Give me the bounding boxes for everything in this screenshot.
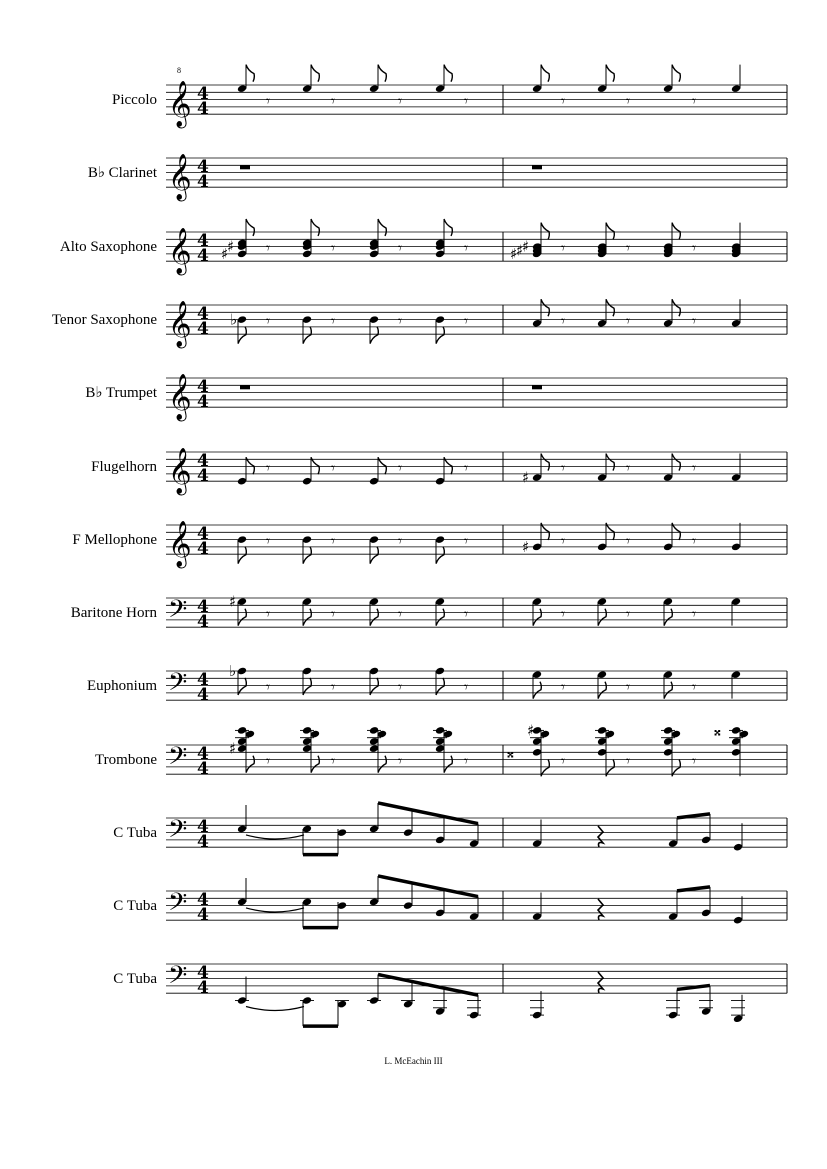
note-flag	[598, 609, 606, 626]
note-flag	[606, 759, 614, 776]
note-flag	[303, 609, 311, 626]
time-signature-numerator: 4	[197, 817, 209, 837]
sharp-icon: ♯	[522, 237, 530, 256]
staff-notes	[229, 721, 749, 776]
eighth-rest-icon: 𝄾	[561, 752, 565, 770]
eighth-rest-icon: 𝄾	[626, 312, 630, 330]
sharp-icon: ♯	[522, 537, 530, 556]
eighth-rest-icon: 𝄾	[331, 532, 335, 550]
time-signature-denominator: 4	[197, 99, 209, 119]
eighth-rest-icon: 𝄾	[561, 532, 565, 550]
bass-clef-icon: 𝄢	[168, 668, 188, 703]
staff-notes	[230, 299, 741, 343]
eighth-rest-icon: 𝄾	[692, 752, 696, 770]
treble-clef-icon: 𝄞	[168, 154, 192, 200]
note-flag	[436, 678, 444, 695]
staff-notes	[240, 165, 542, 169]
note-flag	[541, 759, 549, 776]
time-signature-numerator: 4	[197, 670, 209, 690]
eighth-rest-icon: 𝄾	[464, 459, 468, 477]
note-flag	[246, 457, 254, 474]
eighth-rest-icon: 𝄾	[626, 678, 630, 696]
eighth-rest-icon: 𝄾	[398, 752, 402, 770]
instrument-label: Flugelhorn	[91, 459, 157, 475]
time-signature-denominator: 4	[197, 539, 209, 559]
note-flag	[606, 523, 614, 540]
staff	[166, 961, 787, 998]
eighth-rest-icon: 𝄾	[464, 92, 468, 110]
note-flag	[378, 65, 386, 82]
tie	[246, 1007, 304, 1011]
note-flag	[303, 678, 311, 695]
eighth-rest-icon: 𝄾	[626, 239, 630, 257]
tie	[246, 908, 304, 912]
staff	[166, 815, 787, 852]
treble-clef-icon: 𝄞	[168, 228, 192, 274]
eighth-rest-icon: 𝄾	[266, 92, 270, 110]
time-signature-denominator: 4	[197, 172, 209, 192]
eighth-rest-icon: 𝄾	[626, 605, 630, 623]
bass-clef-icon: 𝄢	[168, 888, 188, 923]
time-signature-denominator: 4	[197, 905, 209, 925]
time-signature-denominator: 4	[197, 466, 209, 486]
note-flag	[541, 523, 549, 540]
eighth-rest-icon: 𝄾	[266, 312, 270, 330]
eighth-rest-icon: 𝄾	[266, 459, 270, 477]
note-flag	[664, 609, 672, 626]
eighth-rest-icon: 𝄾	[266, 605, 270, 623]
instrument-label: Alto Saxophone	[59, 239, 157, 255]
treble-clef-icon: 𝄞	[168, 521, 192, 567]
time-signature-denominator: 4	[197, 392, 209, 412]
note-flag	[238, 678, 246, 695]
eighth-rest-icon: 𝄾	[331, 459, 335, 477]
bass-clef-icon: 𝄢	[168, 595, 188, 630]
instrument-label: F Mellophone	[72, 532, 157, 548]
instrument-label: C Tuba	[113, 898, 157, 914]
staff-notes	[221, 219, 741, 263]
beam	[677, 887, 710, 891]
treble-clef-icon: 𝄞	[168, 374, 192, 420]
note-flag	[444, 756, 452, 773]
eighth-rest-icon: 𝄾	[626, 92, 630, 110]
eighth-rest-icon: 𝄾	[561, 459, 565, 477]
eighth-rest-icon: 𝄾	[561, 239, 565, 257]
instrument-label: Baritone Horn	[70, 605, 157, 621]
staff-notes	[237, 523, 741, 564]
time-signature-numerator: 4	[197, 84, 209, 104]
bass-clef-icon: 𝄢	[168, 742, 188, 777]
note-flag	[672, 523, 680, 540]
staff	[166, 374, 787, 422]
time-signature-numerator: 4	[197, 963, 209, 983]
note-flag	[238, 547, 246, 564]
eighth-rest-icon: 𝄾	[561, 605, 565, 623]
note-flag	[541, 454, 549, 471]
sharp-icon: ♯	[522, 468, 530, 487]
eighth-rest-icon: 𝄾	[626, 752, 630, 770]
note-flag	[378, 219, 386, 236]
whole-rest	[240, 165, 250, 169]
eighth-rest-icon: 𝄾	[266, 752, 270, 770]
eighth-rest-icon: 𝄾	[331, 752, 335, 770]
treble-clef-icon: 𝄞	[168, 81, 192, 127]
whole-rest	[240, 385, 250, 389]
eighth-rest-icon: 𝄾	[464, 605, 468, 623]
eighth-rest-icon: 𝄾	[398, 92, 402, 110]
eighth-rest-icon: 𝄾	[692, 605, 696, 623]
beam	[378, 975, 478, 996]
note-flag	[436, 327, 444, 344]
eighth-rest-icon: 𝄾	[331, 312, 335, 330]
beam	[677, 814, 710, 818]
eighth-rest-icon: 𝄾	[464, 678, 468, 696]
quarter-rest	[598, 972, 603, 993]
instrument-label: C Tuba	[113, 971, 157, 987]
sharp-icon: ♯	[516, 241, 524, 260]
note-flag	[238, 327, 246, 344]
sharp-icon: ♯	[229, 592, 237, 611]
note-flag	[444, 65, 452, 82]
sharp-icon: ♯	[221, 244, 229, 263]
staff	[166, 888, 787, 925]
time-signature-numerator: 4	[197, 890, 209, 910]
beam	[378, 803, 478, 824]
eighth-rest-icon: 𝄾	[692, 459, 696, 477]
eighth-rest-icon: 𝄾	[464, 239, 468, 257]
quarter-rest	[598, 899, 603, 920]
note-flag	[436, 547, 444, 564]
eighth-rest-icon: 𝄾	[398, 532, 402, 550]
note-flag	[606, 454, 614, 471]
time-signature-denominator: 4	[197, 319, 209, 339]
time-signature-denominator: 4	[197, 832, 209, 852]
note-flag	[311, 457, 319, 474]
time-signature-numerator: 4	[197, 451, 209, 471]
eighth-rest-icon: 𝄾	[692, 312, 696, 330]
treble-clef-icon: 𝄞	[168, 448, 192, 494]
eighth-rest-icon: 𝄾	[464, 312, 468, 330]
eighth-rest-icon: 𝄾	[398, 678, 402, 696]
instrument-labels	[52, 92, 158, 987]
note-flag	[533, 609, 541, 626]
eighth-rest-icon: 𝄾	[561, 678, 565, 696]
eighth-rest-icon: 𝄾	[626, 532, 630, 550]
eighth-rest-icon: 𝄾	[331, 239, 335, 257]
eighth-rest-icon: 𝄾	[464, 532, 468, 550]
instrument-label: C Tuba	[113, 825, 157, 841]
quarter-rest	[598, 826, 603, 847]
note-flag	[246, 65, 254, 82]
eighth-rest-icon: 𝄾	[464, 752, 468, 770]
staff-notes	[240, 385, 542, 389]
note-flag	[303, 327, 311, 344]
note-flag	[378, 756, 386, 773]
note-flag	[664, 682, 672, 699]
time-signature-numerator: 4	[197, 377, 209, 397]
instrument-label: B♭ Trumpet	[85, 385, 157, 401]
sharp-icon: ♯	[527, 721, 535, 740]
time-signature-numerator: 4	[197, 597, 209, 617]
double-sharp-icon: 𝄪	[507, 743, 514, 762]
composer-credit: L. McEachin III	[384, 1056, 443, 1066]
time-signature-denominator: 4	[197, 612, 209, 632]
eighth-rest-icon: 𝄾	[266, 678, 270, 696]
note-flag	[444, 219, 452, 236]
eighth-rest-icon: 𝄾	[331, 678, 335, 696]
eighth-rest-icon: 𝄾	[398, 605, 402, 623]
note-flag	[672, 454, 680, 471]
note-flag	[311, 65, 319, 82]
note-flag	[606, 223, 614, 240]
note-flag	[541, 299, 549, 316]
note-flag	[311, 219, 319, 236]
note-flag	[606, 299, 614, 316]
eighth-rest-icon: 𝄾	[561, 92, 565, 110]
eighth-rest-icon: 𝄾	[692, 92, 696, 110]
time-signature-denominator: 4	[197, 978, 209, 998]
sharp-icon: ♯	[227, 237, 235, 256]
eighth-rest-icon: 𝄾	[398, 239, 402, 257]
staff	[166, 154, 787, 202]
note-flag	[370, 609, 378, 626]
eighth-rest-icon: 𝄾	[692, 239, 696, 257]
instrument-label: Piccolo	[112, 92, 157, 108]
instrument-label: Trombone	[95, 752, 157, 768]
note-flag	[246, 756, 254, 773]
time-signature-numerator: 4	[197, 157, 209, 177]
time-signature-numerator: 4	[197, 524, 209, 544]
eighth-rest-icon: 𝄾	[331, 92, 335, 110]
note-flag	[436, 609, 444, 626]
note-flag	[370, 547, 378, 564]
note-flag	[370, 678, 378, 695]
eighth-rest-icon: 𝄾	[331, 605, 335, 623]
time-signature-denominator: 4	[197, 759, 209, 779]
bass-clef-icon: 𝄢	[168, 815, 188, 850]
note-flag	[541, 65, 549, 82]
note-flag	[444, 457, 452, 474]
eighth-rest-icon: 𝄾	[692, 678, 696, 696]
note-flag	[303, 547, 311, 564]
sharp-icon: ♯	[510, 244, 518, 263]
note-flag	[533, 682, 541, 699]
eighth-rest-icon: 𝄾	[398, 459, 402, 477]
eighth-rest-icon: 𝄾	[266, 532, 270, 550]
eighth-rest-icon: 𝄾	[692, 532, 696, 550]
note-flag	[370, 327, 378, 344]
note-flag	[246, 219, 254, 236]
note-flag	[238, 609, 246, 626]
sharp-icon: ♯	[229, 739, 237, 758]
whole-rest	[532, 165, 542, 169]
eighth-rest-icon: 𝄾	[266, 239, 270, 257]
note-flag	[598, 682, 606, 699]
note-flag	[672, 299, 680, 316]
instrument-label: B♭ Clarinet	[87, 165, 157, 181]
eighth-rest-icon: 𝄾	[398, 312, 402, 330]
note-flag	[541, 223, 549, 240]
time-signature-numerator: 4	[197, 744, 209, 764]
eighth-rest-icon: 𝄾	[561, 312, 565, 330]
note-flag	[672, 759, 680, 776]
note-flag	[311, 756, 319, 773]
staff-notes	[237, 65, 741, 110]
flat-icon: ♭	[229, 662, 237, 680]
whole-rest	[532, 385, 542, 389]
ottava-mark: 8	[177, 66, 181, 75]
musical-content	[177, 65, 749, 1027]
time-signature-numerator: 4	[197, 304, 209, 324]
note-flag	[606, 65, 614, 82]
treble-clef-icon: 𝄞	[168, 301, 192, 347]
time-signature-numerator: 4	[197, 231, 209, 251]
staff-notes	[235, 972, 745, 1026]
bass-clef-icon: 𝄢	[168, 961, 188, 996]
note-flag	[378, 457, 386, 474]
double-sharp-icon: 𝄪	[714, 721, 721, 740]
beam	[378, 876, 478, 897]
time-signature-denominator: 4	[197, 246, 209, 266]
instrument-label: Euphonium	[87, 678, 157, 694]
tie	[246, 835, 304, 839]
note-flag	[672, 65, 680, 82]
eighth-rest-icon: 𝄾	[626, 459, 630, 477]
instrument-label: Tenor Saxophone	[51, 312, 157, 328]
time-signature-denominator: 4	[197, 685, 209, 705]
note-flag	[672, 223, 680, 240]
flat-icon: ♭	[230, 310, 238, 329]
